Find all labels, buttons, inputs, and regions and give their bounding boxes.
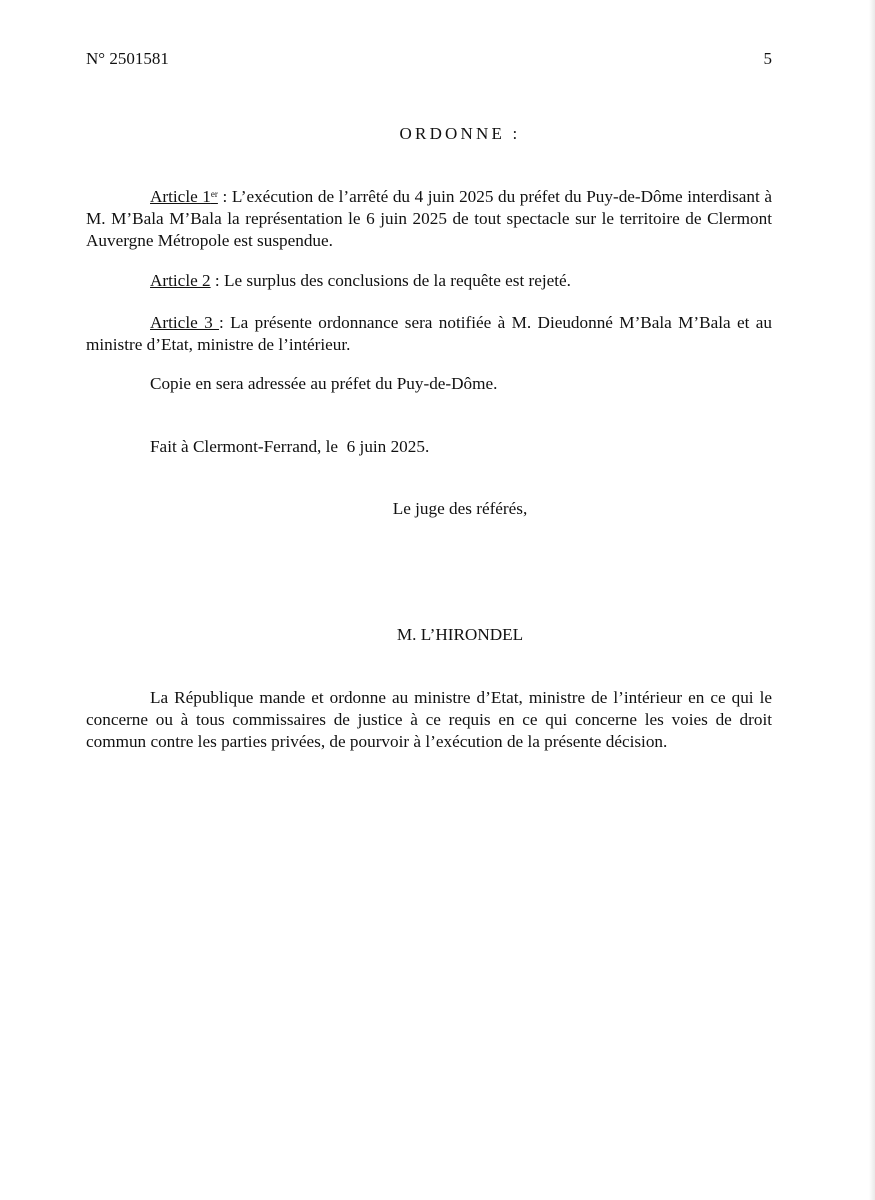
executory-formula: La République mande et ordonne au ministre d’Etat, ministre de l’intérieur en ce qui le concerne ou à tous commissaires de justice à ce requis en ce qui concerne les voies de droit commun contre les parties privées, de pourvoir à l’exécution de la présente décision.	[86, 688, 772, 751]
case-number: N° 2501581	[86, 49, 169, 68]
article-1-label-superscript: er	[210, 189, 218, 199]
article-1-label-text: Article 1	[150, 187, 211, 206]
page-edge-shadow	[869, 0, 875, 1200]
article-2-paragraph	[86, 270, 772, 292]
article-3-paragraph	[86, 312, 772, 356]
article-1-text: : L’exécution de l’arrêté du 4 juin 2025 du préfet du Puy-de-Dôme interdisant à M. M’Bala M’Bala la représentation le 6 juin 2025 de tout spectacle sur le territoire de Clermont Auvergne Métropole est suspendue.	[86, 187, 772, 250]
page-title: ORDONNE :	[399, 124, 521, 143]
copy-line: Copie en sera adressée au préfet du Puy-de-Dôme.	[150, 374, 498, 393]
page-number: 5	[763, 49, 772, 68]
article-2-label: Article 2	[150, 271, 211, 290]
article-1-label	[150, 187, 218, 206]
judge-title: Le juge des référés,	[392, 499, 528, 518]
article-1-paragraph	[86, 186, 772, 252]
article-2-text: : Le surplus des conclusions de la requête est rejeté.	[210, 271, 571, 290]
article-3-label: Article 3	[150, 313, 220, 332]
article-3-text: : La présente ordonnance sera notifiée à M. Dieudonné M’Bala M’Bala et au ministre d’Etat, ministre de l’intérieur.	[86, 313, 772, 354]
place-date-line: Fait à Clermont-Ferrand, le 6 juin 2025.	[150, 437, 430, 456]
judge-name: M. L’HIRONDEL	[396, 625, 524, 644]
